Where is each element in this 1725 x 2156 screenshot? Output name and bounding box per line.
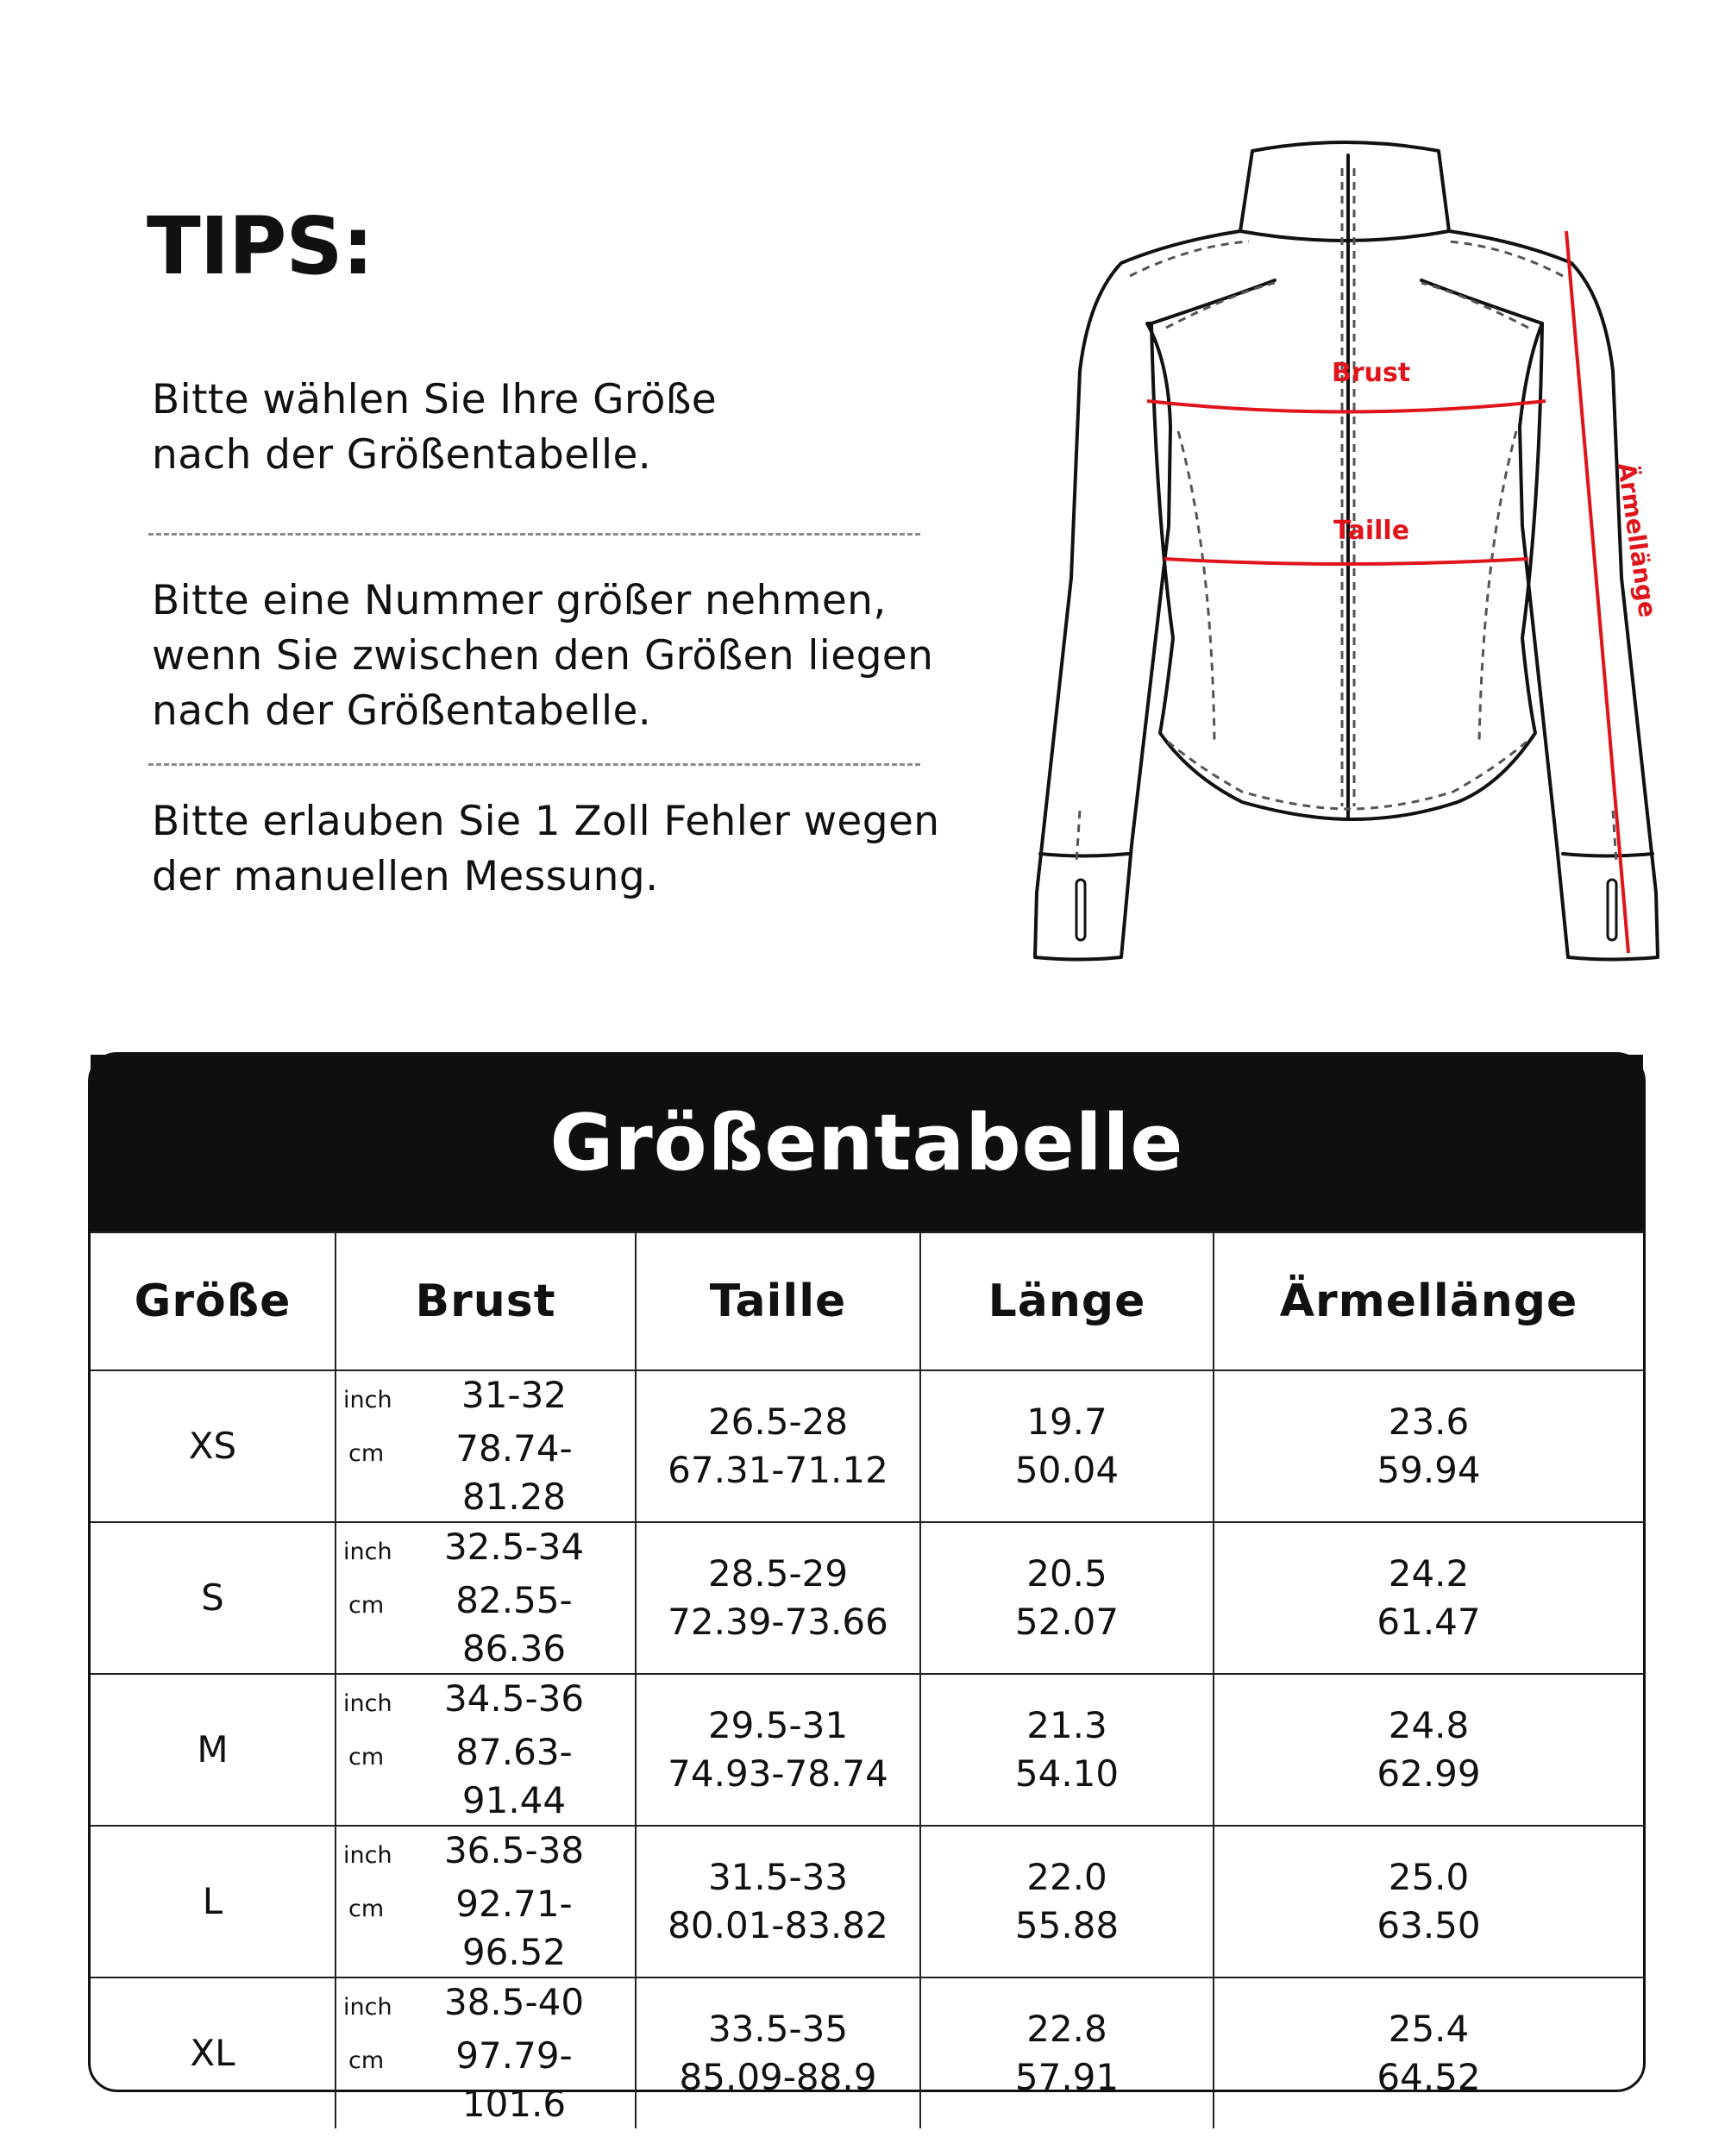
header-waist: Taille (636, 1232, 920, 1370)
waist-cm: 74.93-78.74 (668, 1752, 888, 1795)
size-chart (88, 1052, 1646, 2125)
waist-cm: 67.31-71.12 (668, 1449, 888, 1491)
length-cm: 57.91 (1014, 2056, 1120, 2098)
chest-inch: 32.5-34 (443, 1526, 585, 1568)
chest-cm: 82.55-86.36 (455, 1579, 573, 1670)
right-armhole-seam (1421, 280, 1542, 323)
unit-cm-label: cm (348, 1896, 385, 1922)
tip-measurement-error (152, 794, 1014, 905)
chest-cm: 87.63-91.44 (455, 1731, 573, 1821)
chest-cm: 78.74-81.28 (455, 1427, 573, 1518)
chest-label: Brust (1332, 358, 1411, 388)
chest-inch: 31-32 (461, 1374, 568, 1416)
chest-cm: 97.79-101.6 (455, 2034, 573, 2125)
tip-line: der manuellen Messung. (152, 853, 659, 900)
unit-cm-label: cm (348, 1440, 385, 1467)
table-row (91, 1370, 1643, 1522)
unit-inch-label: inch (343, 1690, 392, 1717)
chest-values (336, 1522, 636, 1674)
waist-inch: 33.5-35 (707, 2008, 849, 2050)
table-row (91, 1826, 1643, 1977)
sleeve-values (1214, 1522, 1643, 1674)
dashed-divider (148, 533, 920, 536)
sleeve-inch: 25.0 (1388, 1856, 1470, 1898)
size-table (91, 1232, 1643, 2128)
jacket-diagram (1018, 103, 1673, 975)
waist-cm: 72.39-73.66 (668, 1601, 888, 1643)
header-sleeve-length: Ärmellänge (1214, 1232, 1643, 1370)
length-inch: 22.8 (1026, 2008, 1107, 2050)
chest-inch: 34.5-36 (443, 1677, 585, 1720)
waist-label: Taille (1333, 516, 1410, 546)
tip-line: Bitte eine Nummer größer nehmen, (152, 577, 887, 624)
sleeve-cm: 59.94 (1377, 1449, 1481, 1491)
length-inch: 19.7 (1026, 1401, 1107, 1443)
sleeve-cm: 61.47 (1377, 1601, 1481, 1643)
unit-inch-label: inch (343, 1842, 392, 1869)
left-thumbhole (1076, 880, 1085, 940)
size-value: M (91, 1674, 336, 1826)
waist-inch: 31.5-33 (707, 1856, 849, 1898)
waist-values (636, 1522, 920, 1674)
header-size: Größe (91, 1232, 336, 1370)
length-values (920, 1977, 1214, 2128)
sleeve-cm: 64.52 (1377, 2056, 1481, 2098)
table-row (91, 1977, 1643, 2128)
sleeve-inch: 23.6 (1388, 1401, 1470, 1443)
size-value: S (91, 1522, 336, 1674)
tip-line: wenn Sie zwischen den Größen liegen (152, 632, 934, 680)
chest-values (336, 1826, 636, 1977)
unit-inch-label: inch (343, 1387, 392, 1413)
tip-size-up (152, 573, 1014, 739)
chest-values (336, 1977, 636, 2128)
right-thumbhole (1608, 880, 1616, 940)
waist-inch: 28.5-29 (707, 1552, 849, 1595)
sleeve-values (1214, 1977, 1643, 2128)
sleeve-values (1214, 1370, 1643, 1522)
chest-values (336, 1674, 636, 1826)
collar-outline (1240, 142, 1449, 241)
waist-cm: 80.01-83.82 (668, 1904, 888, 1946)
tip-line: nach der Größentabelle. (152, 687, 652, 735)
waist-inch: 29.5-31 (707, 1704, 849, 1746)
length-values (920, 1370, 1214, 1522)
sleeve-measure-line (1566, 231, 1628, 953)
sleeve-inch: 24.8 (1388, 1704, 1470, 1746)
unit-inch-label: inch (343, 1539, 392, 1565)
length-cm: 50.04 (1014, 1449, 1120, 1491)
waist-values (636, 1977, 920, 2128)
length-values (920, 1522, 1214, 1674)
tip-line: Bitte erlauben Sie 1 Zoll Fehler wegen (152, 798, 940, 845)
header-length: Länge (920, 1232, 1214, 1370)
right-cuff (1563, 854, 1653, 856)
unit-inch-label: inch (343, 1994, 392, 2021)
chest-cm: 92.71-96.52 (455, 1883, 573, 1973)
waist-cm: 85.09-88.9 (679, 2056, 877, 2098)
table-row (91, 1522, 1643, 1674)
chest-inch: 36.5-38 (443, 1829, 585, 1871)
length-cm: 52.07 (1014, 1601, 1120, 1643)
length-inch: 22.0 (1026, 1856, 1107, 1898)
length-inch: 20.5 (1026, 1552, 1107, 1595)
sleeve-cm: 63.50 (1377, 1904, 1481, 1946)
length-inch: 21.3 (1026, 1704, 1107, 1746)
unit-cm-label: cm (348, 1592, 385, 1619)
size-value: XS (91, 1370, 336, 1522)
table-row (91, 1674, 1643, 1826)
sleeve-inch: 25.4 (1388, 2008, 1470, 2050)
left-armhole-seam (1151, 280, 1275, 323)
unit-cm-label: cm (348, 1744, 385, 1771)
tips-title: TIPS: (147, 200, 373, 292)
length-values (920, 1674, 1214, 1826)
tip-line: nach der Größentabelle. (152, 431, 652, 479)
header-chest: Brust (336, 1232, 636, 1370)
size-value: XL (91, 1977, 336, 2128)
length-cm: 54.10 (1014, 1752, 1120, 1795)
waist-inch: 26.5-28 (707, 1401, 849, 1443)
length-cm: 55.88 (1014, 1904, 1120, 1946)
unit-cm-label: cm (348, 2047, 385, 2074)
length-values (920, 1826, 1214, 1977)
sleeve-length-label: Ärmellänge (1612, 461, 1662, 619)
left-cuff (1040, 854, 1128, 856)
tip-line: Bitte wählen Sie Ihre Größe (152, 376, 718, 423)
size-chart-title: Größentabelle (91, 1055, 1643, 1232)
chest-values (336, 1370, 636, 1522)
tip-choose-size (152, 373, 1014, 483)
sleeve-cm: 62.99 (1377, 1752, 1481, 1795)
size-value: L (91, 1826, 336, 1977)
table-header-row (91, 1232, 1643, 1370)
sleeve-values (1214, 1826, 1643, 1977)
waist-values (636, 1674, 920, 1826)
waist-values (636, 1826, 920, 1977)
sleeve-values (1214, 1674, 1643, 1826)
sleeve-inch: 24.2 (1388, 1552, 1470, 1595)
dashed-divider (148, 763, 920, 766)
chest-inch: 38.5-40 (443, 1981, 585, 2023)
waist-values (636, 1370, 920, 1522)
